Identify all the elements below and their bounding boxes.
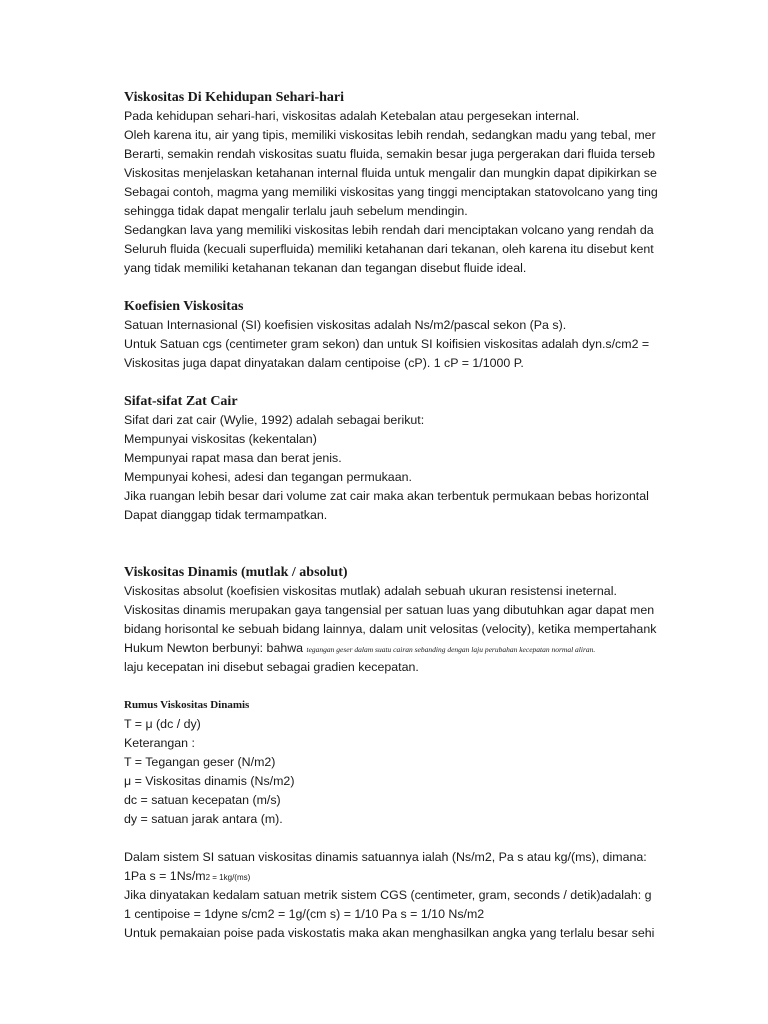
heading-koefisien-viskositas: Koefisien Viskositas bbox=[124, 299, 244, 314]
newton-prefix: Hukum Newton berbunyi: bahwa bbox=[124, 641, 307, 655]
formula-line: T = μ (dc / dy) bbox=[124, 717, 201, 731]
pa-suffix: 2 = 1kg/(ms) bbox=[205, 873, 251, 882]
text-line: Dalam sistem SI satuan viskositas dinamis satuannya ialah (Ns/m2, Pa s atau kg/(ms), dimana: bbox=[124, 850, 647, 864]
spacer bbox=[124, 829, 664, 848]
text-line: Pada kehidupan sehari-hari, viskositas adalah Ketebalan atau pergesekan internal. bbox=[124, 109, 580, 123]
text-line: Viskositas menjelaskan ketahanan internal fluida untuk mengalir dan mungkin dapat dipikirkan se bbox=[124, 166, 657, 180]
text-line: Seluruh fluida (kecuali superfluida) memiliki ketahanan dari tekanan, oleh karena itu disebut kent bbox=[124, 242, 654, 256]
text-line: Sedangkan lava yang memiliki viskositas lebih rendah dari menciptakan volcano yang rendah da bbox=[124, 223, 654, 237]
text-line: sehingga tidak dapat mengalir terlalu jauh sebelum mendingin. bbox=[124, 204, 468, 218]
spacer bbox=[124, 278, 664, 297]
text-line: Untuk pemakaian poise pada viskostatis maka akan menghasilkan angka yang terlalu besar sehi bbox=[124, 926, 655, 940]
paragraph-satuan bbox=[124, 848, 664, 943]
text-line: T = Tegangan geser (N/m2) bbox=[124, 755, 276, 769]
text-line: 1 centipoise = 1dyne s/cm2 = 1g/(cm s) = 1/10 Pa s = 1/10 Ns/m2 bbox=[124, 907, 485, 921]
text-line: Viskositas juga dapat dinyatakan dalam centipoise (cP). 1 cP = 1/1000 P. bbox=[124, 356, 524, 370]
text-line: yang tidak memiliki ketahanan tekanan dan tegangan disebut fluide ideal. bbox=[124, 261, 527, 275]
paragraph-sifat bbox=[124, 411, 664, 525]
text-line: dc = satuan kecepatan (m/s) bbox=[124, 793, 281, 807]
text-line: Sifat dari zat cair (Wylie, 1992) adalah sebagai berikut: bbox=[124, 413, 425, 427]
heading-sifat-zat-cair: Sifat-sifat Zat Cair bbox=[124, 394, 238, 409]
text-line: μ = Viskositas dinamis (Ns/m2) bbox=[124, 774, 295, 788]
text-line: Mempunyai rapat masa dan berat jenis. bbox=[124, 451, 342, 465]
heading-viskositas-dinamis: Viskositas Dinamis (mutlak / absolut) bbox=[124, 565, 348, 580]
text-line: Mempunyai kohesi, adesi dan tegangan permukaan. bbox=[124, 470, 412, 484]
spacer bbox=[124, 373, 664, 392]
text-line: Jika dinyatakan kedalam satuan metrik sistem CGS (centimeter, gram, seconds / detik)adalah: g bbox=[124, 888, 652, 902]
text-line: Keterangan : bbox=[124, 736, 195, 750]
text-line-newton bbox=[124, 639, 664, 658]
text-line: Jika ruangan lebih besar dari volume zat cair maka akan terbentuk permukaan bebas horizontal bbox=[124, 489, 649, 503]
spacer bbox=[124, 677, 664, 696]
paragraph-dinamis bbox=[124, 582, 664, 677]
text-line: Viskositas dinamis merupakan gaya tangensial per satuan luas yang dibutuhkan agar dapat men bbox=[124, 603, 655, 617]
spacer bbox=[124, 525, 664, 563]
paragraph-koefisien bbox=[124, 316, 664, 373]
text-line: Berarti, semakin rendah viskositas suatu fluida, semakin besar juga pergerakan dari fluida terseb bbox=[124, 147, 656, 161]
text-line: Sebagai contoh, magma yang memiliki viskositas yang tinggi menciptakan statovolcano yang ting bbox=[124, 185, 658, 199]
paragraph-kehidupan bbox=[124, 107, 664, 278]
text-line: Satuan Internasional (SI) koefisien viskositas adalah Ns/m2/pascal sekon (Pa s). bbox=[124, 318, 567, 332]
text-line: Viskositas absolut (koefisien viskositas mutlak) adalah sebuah ukuran resistensi ineternal. bbox=[124, 584, 617, 598]
text-line: Oleh karena itu, air yang tipis, memiliki viskositas lebih rendah, sedangkan madu yang tebal, mer bbox=[124, 128, 656, 142]
pa-prefix: 1Pa s = 1Ns/m bbox=[124, 869, 206, 883]
text-line: Untuk Satuan cgs (centimeter gram sekon) dan untuk SI koifisien viskositas adalah dyn.s/cm2 = bbox=[124, 337, 650, 351]
text-line: bidang horisontal ke sebuah bidang lainnya, dalam unit velositas (velocity), ketika mempertahank bbox=[124, 622, 657, 636]
heading-rumus-viskositas-dinamis: Rumus Viskositas Dinamis bbox=[124, 699, 250, 711]
text-line: dy = satuan jarak antara (m). bbox=[124, 812, 283, 826]
text-line: Mempunyai viskositas (kekentalan) bbox=[124, 432, 317, 446]
newton-statement: tegangan geser dalam suatu cairan sebanding dengan laju perubahan kecepatan normal aliran. bbox=[306, 645, 596, 654]
text-line-pa bbox=[124, 867, 664, 886]
heading-viskositas-kehidupan: Viskositas Di Kehidupan Sehari-hari bbox=[124, 90, 345, 105]
document-page bbox=[124, 88, 664, 943]
text-line: laju kecepatan ini disebut sebagai gradien kecepatan. bbox=[124, 660, 419, 674]
text-line: Dapat dianggap tidak termampatkan. bbox=[124, 508, 328, 522]
paragraph-rumus bbox=[124, 715, 664, 829]
